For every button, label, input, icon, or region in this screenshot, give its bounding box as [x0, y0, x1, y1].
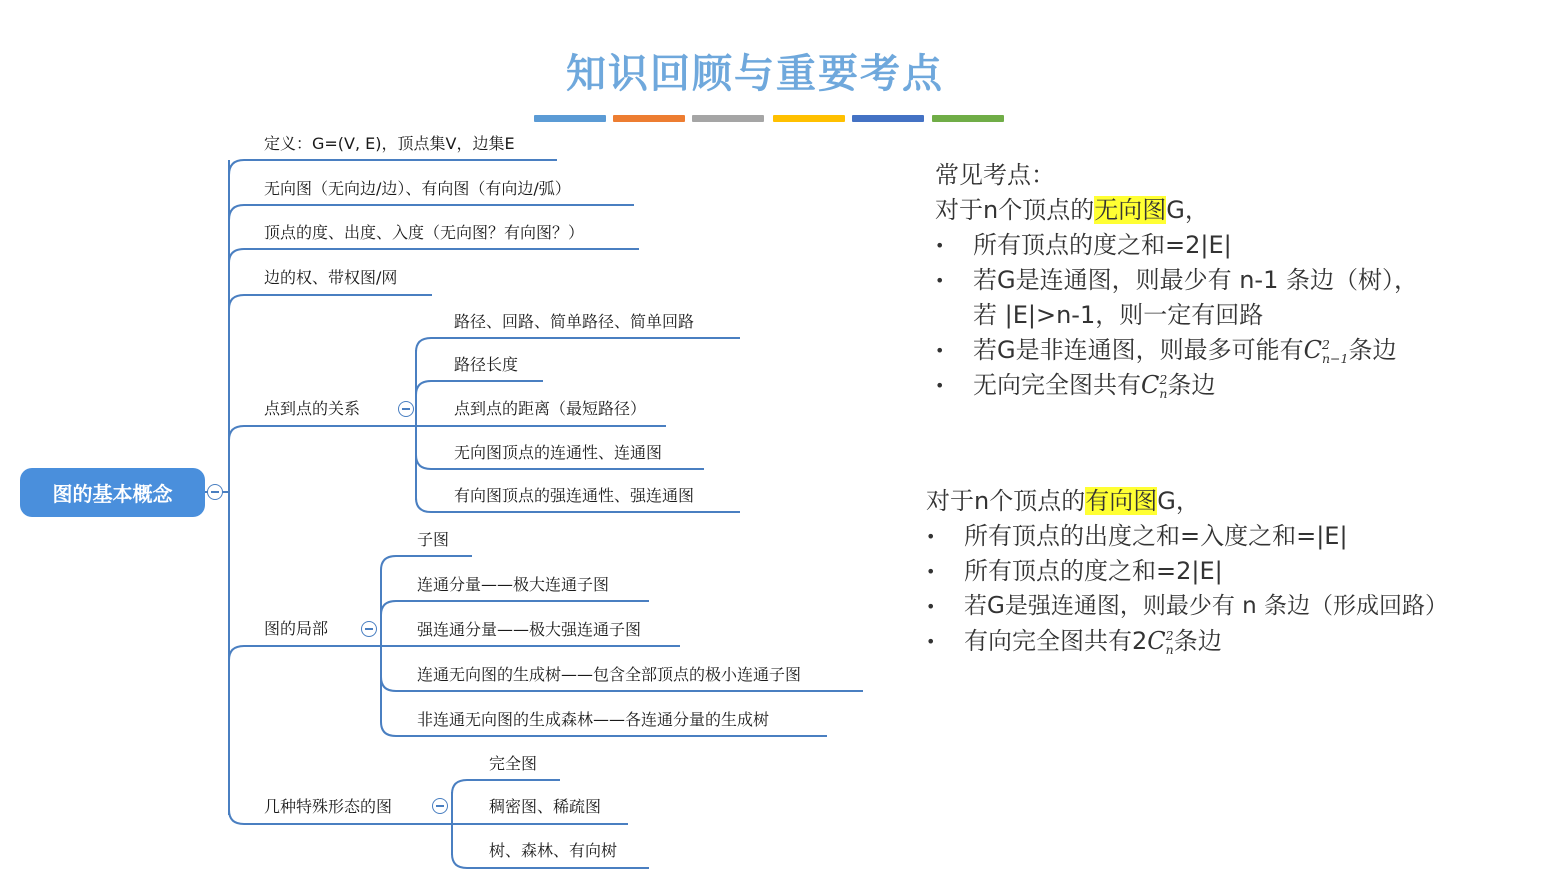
- leaf-connectivity[interactable]: 无向图顶点的连通性、连通图: [454, 443, 663, 462]
- directed-intro-suffix: G，: [1157, 487, 1200, 515]
- formula-symbol: C: [1141, 371, 1160, 399]
- leaf-complete-graph[interactable]: 完全图: [489, 754, 538, 773]
- directed-intro-prefix: 对于n个顶点的: [926, 487, 1086, 515]
- leaf-distance[interactable]: 点到点的距离（最短路径）: [454, 399, 647, 418]
- undirected-point-2-text: 若G是连通图，则最少有 n-1 条边（树），: [973, 266, 1418, 294]
- formula-superscript: 2: [1321, 336, 1330, 352]
- directed-point-2: [926, 554, 1448, 589]
- bullet: •: [935, 236, 945, 255]
- branch-point-relation[interactable]: 点到点的关系: [264, 399, 361, 418]
- undirected-point-2-continued: 若 |E|>n-1，则一定有回路: [973, 301, 1264, 329]
- leaf-connected-component[interactable]: 连通分量——极大连通子图: [417, 575, 610, 594]
- directed-point-3-text: 若G是强连通图，则最少有 n 条边（形成回路）: [964, 593, 1449, 619]
- formula-symbol: C: [1303, 336, 1322, 364]
- combination-formula: [1304, 333, 1349, 368]
- bullet: •: [935, 341, 945, 360]
- undirected-point-1: [935, 228, 1418, 263]
- undirected-intro-suffix: G，: [1166, 196, 1209, 224]
- leaf-subgraph[interactable]: 子图: [417, 530, 450, 549]
- leaf-spanning-forest[interactable]: 非连通无向图的生成森林——各连通分量的生成树: [417, 710, 770, 729]
- leaf-tree-forest[interactable]: 树、森林、有向树: [489, 841, 618, 860]
- branch-graph-types[interactable]: 无向图（无向边/边）、有向图（有向边/弧）: [264, 179, 571, 198]
- directed-point-1-text: 所有顶点的出度之和=入度之和=|E|: [964, 522, 1348, 550]
- bullet: •: [935, 376, 945, 395]
- directed-point-4-prefix: 有向完全图共有2: [964, 627, 1148, 655]
- combination-formula: [1147, 624, 1173, 659]
- undirected-intro: [935, 193, 1418, 228]
- branch-degree[interactable]: 顶点的度、出度、入度（无向图？有向图？）: [264, 223, 585, 242]
- directed-intro: [926, 484, 1448, 519]
- undirected-key-points: [935, 158, 1418, 403]
- bullet: •: [935, 271, 945, 290]
- formula-subscript: n: [1165, 641, 1174, 657]
- directed-point-4: [926, 624, 1448, 659]
- undirected-point-2: [935, 263, 1418, 298]
- directed-key-points: [926, 484, 1448, 659]
- combination-formula: [1141, 368, 1167, 403]
- bullet: •: [926, 632, 936, 651]
- undirected-point-3-suffix: 条边: [1348, 336, 1397, 364]
- branch-special-graphs[interactable]: 几种特殊形态的图: [264, 797, 393, 816]
- directed-point-4-suffix: 条边: [1173, 627, 1222, 655]
- collapse-toggle-point-relation[interactable]: [398, 401, 414, 417]
- undirected-point-4: [935, 368, 1418, 403]
- directed-point-2-text: 所有顶点的度之和=2|E|: [964, 557, 1223, 585]
- collapse-toggle-subgraph[interactable]: [361, 621, 377, 637]
- undirected-intro-highlight: 无向图: [1094, 196, 1167, 224]
- mindmap-root[interactable]: 图的基本概念: [20, 468, 205, 517]
- branch-subgraph[interactable]: 图的局部: [264, 619, 329, 638]
- undirected-point-4-suffix: 条边: [1167, 371, 1216, 399]
- leaf-strong-component[interactable]: 强连通分量——极大强连通子图: [417, 620, 642, 639]
- undirected-point-1-text: 所有顶点的度之和=2|E|: [973, 231, 1232, 259]
- leaf-spanning-tree[interactable]: 连通无向图的生成树——包含全部顶点的极小连通子图: [417, 665, 802, 684]
- color-bar-6: [932, 115, 1004, 122]
- leaf-dense-sparse[interactable]: 稠密图、稀疏图: [489, 797, 602, 816]
- directed-point-3: [926, 589, 1448, 624]
- bullet: •: [926, 562, 936, 581]
- collapse-toggle-special-graphs[interactable]: [432, 798, 448, 814]
- formula-superscript: 2: [1159, 371, 1168, 387]
- leaf-path[interactable]: 路径、回路、简单路径、简单回路: [454, 312, 695, 331]
- key-points-heading: 常见考点：: [935, 161, 1055, 189]
- formula-subscript: n−1: [1321, 350, 1349, 366]
- formula-symbol: C: [1147, 627, 1166, 655]
- collapse-toggle-root[interactable]: [207, 484, 223, 500]
- branch-weight[interactable]: 边的权、带权图/网: [264, 268, 398, 287]
- undirected-point-4-prefix: 无向完全图共有: [973, 371, 1141, 399]
- directed-intro-highlight: 有向图: [1085, 487, 1158, 515]
- undirected-intro-prefix: 对于n个顶点的: [935, 196, 1095, 224]
- undirected-point-3-prefix: 若G是非连通图，则最多可能有: [973, 336, 1304, 364]
- leaf-strong-connectivity[interactable]: 有向图顶点的强连通性、强连通图: [454, 486, 695, 505]
- undirected-point-3: [935, 333, 1418, 368]
- page-title: 知识回顾与重要考点: [566, 51, 944, 97]
- leaf-path-length[interactable]: 路径长度: [454, 355, 519, 374]
- branch-definition[interactable]: 定义：G=(V, E)，顶点集V，边集E: [264, 134, 515, 153]
- formula-subscript: n: [1159, 385, 1168, 401]
- formula-superscript: 2: [1165, 627, 1174, 643]
- directed-point-1: [926, 519, 1448, 554]
- bullet: •: [926, 527, 936, 546]
- bullet: •: [926, 597, 936, 616]
